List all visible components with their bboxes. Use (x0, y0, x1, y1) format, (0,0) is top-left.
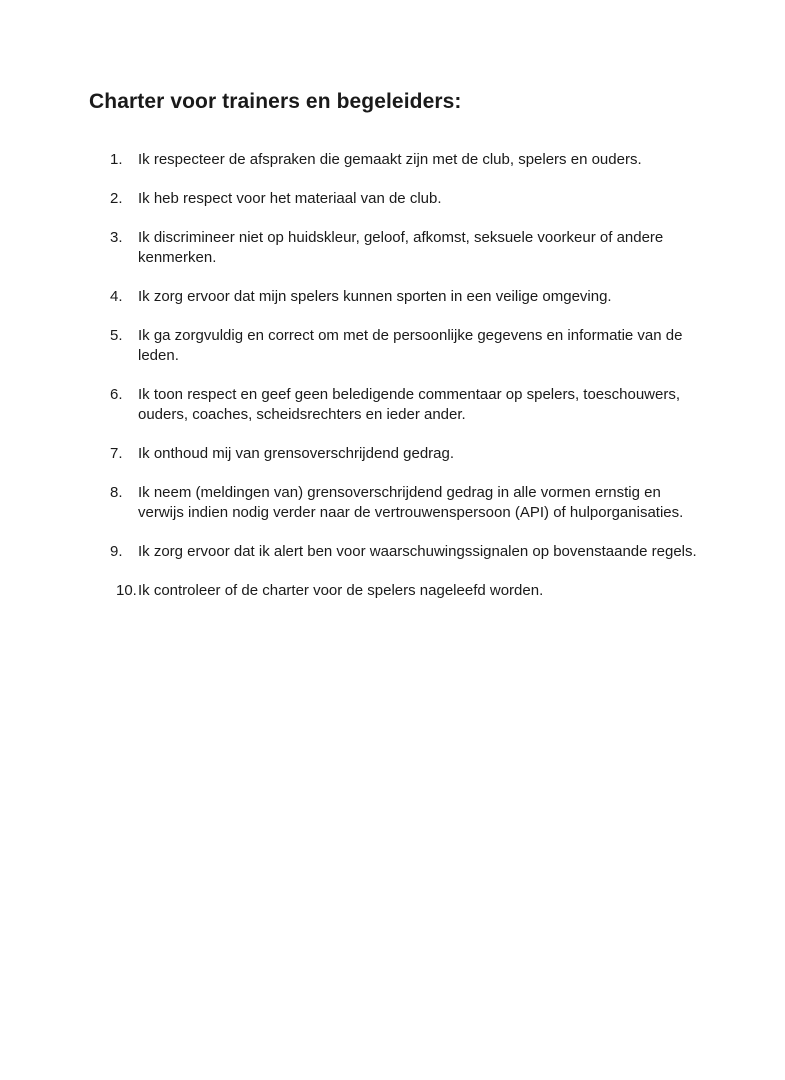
charter-list (108, 150, 708, 620)
list-item (108, 228, 708, 268)
item-number: 1. (110, 151, 123, 168)
item-text: Ik onthoud mij van grensoverschrijdend gedrag. (138, 445, 455, 462)
item-number: 5. (110, 327, 123, 344)
item-number: 8. (110, 484, 123, 501)
item-number: 10. (116, 582, 137, 599)
item-text: Ik toon respect en geef geen beledigende commentaar op spelers, toeschouwers, ouders, coaches, scheidsrechters en ieder ander. (138, 386, 681, 423)
item-number: 9. (110, 543, 123, 560)
item-number: 4. (110, 288, 123, 305)
list-item (108, 150, 708, 170)
list-item (108, 444, 708, 464)
item-text: Ik respecteer de afspraken die gemaakt zijn met de club, spelers en ouders. (138, 151, 642, 168)
list-item (108, 483, 708, 523)
document-title: Charter voor trainers en begeleiders: (89, 90, 462, 113)
list-item (108, 189, 708, 209)
item-text: Ik zorg ervoor dat mijn spelers kunnen sporten in een veilige omgeving. (138, 288, 612, 305)
list-item (108, 326, 708, 366)
item-text: Ik heb respect voor het materiaal van de club. (138, 190, 442, 207)
item-number: 3. (110, 229, 123, 246)
item-number: 2. (110, 190, 123, 207)
item-number: 6. (110, 386, 123, 403)
list-item (108, 542, 708, 562)
item-text: Ik neem (meldingen van) grensoverschrijdend gedrag in alle vormen ernstig en verwijs indien nodig verder naar de vertrouwenspersoon (API) of hulporganisaties. (138, 484, 684, 521)
item-text: Ik discrimineer niet op huidskleur, geloof, afkomst, seksuele voorkeur of andere kenmerken. (138, 229, 664, 266)
item-text: Ik controleer of de charter voor de spelers nageleefd worden. (138, 582, 544, 599)
item-text: Ik ga zorgvuldig en correct om met de persoonlijke gegevens en informatie van de leden. (138, 327, 683, 364)
item-text: Ik zorg ervoor dat ik alert ben voor waarschuwingssignalen op bovenstaande regels. (138, 543, 697, 560)
list-item (108, 287, 708, 307)
list-item (108, 581, 708, 601)
list-item (108, 385, 708, 425)
item-number: 7. (110, 445, 123, 462)
